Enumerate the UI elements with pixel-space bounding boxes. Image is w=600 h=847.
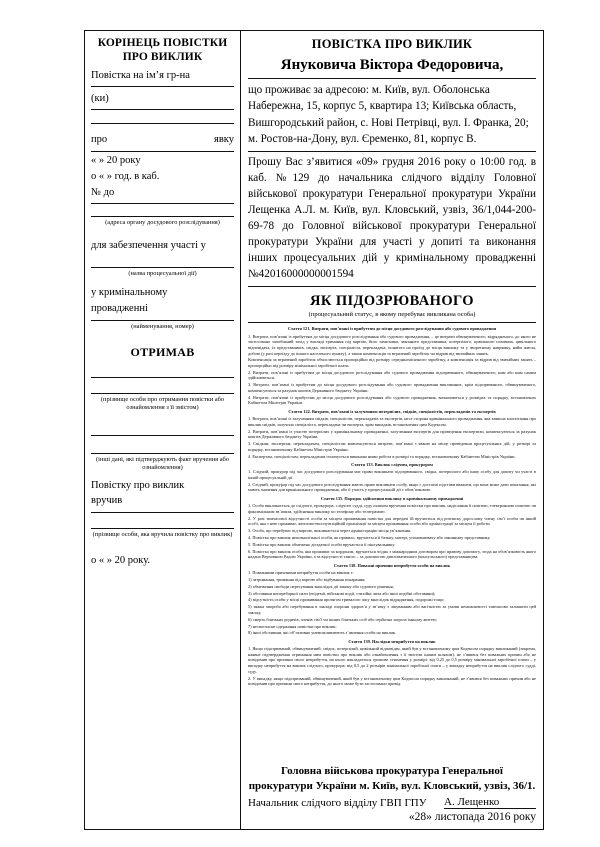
stub-title-line2: ПРО ВИКЛИК xyxy=(122,50,203,63)
notice-divider-4 xyxy=(248,322,536,323)
stub-u-row: у кримінальному xyxy=(91,287,168,299)
art122-p4: 4. Експертам, спеціалістам, перекладачам оплачується виконана ними робота в розмірі та порядку, встановленому Кабінетом Міністрів України. xyxy=(248,453,516,459)
notice-divider-1 xyxy=(248,78,536,79)
art135-p2: 2. У разі тимчасової відсутності особи за місцем проживання повістка для передачі їй вручається під розписку дорослому члену сім’ї особи чи іншій особі, яка з нею проживає, житлово-експлуатаційній організації за місцем проживання особи або адміністрації за місцем її роботи. xyxy=(248,515,536,527)
art138-i6: 6) смерть близьких родичів, членів сім’ї чи інших близьких осіб або серйозна загроза їхньому життю; xyxy=(248,616,437,622)
stub-name-label: Повістка на ім’я гр-на xyxy=(91,70,190,82)
summons-stub xyxy=(85,31,241,829)
stub-action-note: (назва процесуальної дії) xyxy=(128,270,197,278)
art133-p2: 2. Слідчий, прокурор під час досудового розслідування мають право викликати особу, якщо є достатні підстави вважати, що вона може дати показання, які мають значення для кримінального провадження, або її участь у процесуальній дії є обов’язковою. xyxy=(248,481,536,493)
stub-pro-rule xyxy=(91,150,234,152)
art133-heading: Стаття 133. Виклик слідчим, прокурором xyxy=(351,462,433,468)
art135-p5: 5. Повістка про виклик обмежено дієздатної особи вручається її піклувальнику. xyxy=(248,541,396,547)
art121-p3: 2. Витрати, пов’язані із прибуттям до місця досудового розслідування або судового провадження підозрюваного, обвинуваченого, ним або ним самим здійснюються. xyxy=(248,369,536,381)
art138-i7: 7) несвоєчасне одержання повістки про виклик; xyxy=(248,623,337,629)
stub-name-rule2 xyxy=(91,108,234,110)
footer-signer: А. Лещенко xyxy=(444,796,536,809)
notice-lives-label: що проживає за адресою: xyxy=(248,84,370,97)
stub-date-row: « » 20 року xyxy=(91,155,141,167)
stub-name-rule3 xyxy=(91,122,234,124)
notice-person-name: Януковича Віктора Федоровича, xyxy=(280,57,504,73)
stub-purpose-row: для забезпечення участі у xyxy=(91,240,206,252)
stub-serve-rule2 xyxy=(91,527,234,529)
art122-p3: 3. Свідкам, експертам, перекладачам, спеціалістам компенсуються витрати, пов’язані з явкою на місце проведення процесуальних дій, у розмірі та порядку, встановленому Кабінетом Міністрів України. xyxy=(248,441,536,452)
art121-p1: 1. Витрати, пов’язані із прибуттям до місця досудового розслідування або судового провадження, – це витрати обвинуваченого, відрядженого, до якого не застосовано запобіжний захід у вигляді тримання під вартою, його захисника, законного представника, потерпілого, цивільного позивача, цивільного відповідача, їх представників, свідка, експерта, спеціаліста, перекладача, понятого на проїзд до місця виклику та у зворотному напрямку, найм житла, добові (у разі переїзду до іншого населеного пункту), а також компенсація за втрачений заробіток чи відрив від звичайних занять. xyxy=(248,333,536,356)
stub-proceeding-row: провадженні xyxy=(91,302,148,314)
footer-position: Начальник слідчого відділу ГВП ГПУ xyxy=(248,797,427,809)
footer-org-line2: прокуратури України м. Київ, вул. Кловський, узвіз, 36/1. xyxy=(248,779,536,792)
notice-status-title: ЯК ПІДОЗРЮВАНОГО xyxy=(310,293,474,310)
art121-heading: Стаття 121. Витрати, пов’язані із прибуттям до місця досудового розслідування або судового провадження xyxy=(287,326,497,332)
stub-serve-rule1 xyxy=(91,511,234,513)
art138-i4: 4) відсутність особи у місці проживання протягом тривалого часу внаслідок відрядження, подорожі тощо; xyxy=(248,597,445,603)
art138-i2: 2) обмеження свободи пересування внаслідок дії закону або судового рішення; xyxy=(248,583,394,589)
art122-p1: 1. Витрати, пов’язані із залученням свідків, спеціалістів, перекладачів та експертів, несе сторона кримінального провадження, яка заявила клопотання про виклик свідків, залучила спеціаліста, перекладача чи експерта, крім випадків, встановлених цим Кодексом. xyxy=(248,416,536,427)
stub-purpose-rule xyxy=(91,266,234,268)
legal-text-block xyxy=(248,326,536,686)
art135-p6: 6. Повістка про виклик особи, яка проживає за кордоном, вручається згідно з міжнародним договором про правову допомогу, згода на обов’язковість якого надана Верховною Радою України, а за відсутності такого – за допомогою дипломатичного (консульського) представництва. xyxy=(248,548,536,560)
notice-title: ПОВІСТКА ПРО ВИКЛИК xyxy=(311,37,473,51)
art135-p3: 3. Особа, що перебуває під вартою, викликається через адміністрацію місця ув’язнення. xyxy=(248,528,412,534)
stub-organ-note: (адреса органу досудового розслідування) xyxy=(105,219,220,227)
stub-proceeding-rule xyxy=(91,319,234,321)
art122-p2: 2. Витрати, пов’язані із участю потерпілих у кримінальному провадженні, залученням експертів для проведення експертизи, компенсуються за рахунок коштів Державного бюджету України. xyxy=(248,428,536,440)
art138-i3: 3) обставини непереборної сили (епідемії, військові події, стихійні лиха або інші подібні обставини); xyxy=(248,590,436,596)
art139-heading: Стаття 139. Наслідки неприбуття на виклик xyxy=(348,638,436,644)
notice-body-text: Прошу Вас з’явитися «09» грудня 2016 року о 10:00 год. в каб. №129 до начальника слідчого відділу Головної військової прокуратури Генеральної прокуратури України Лещенка А.Л. м. Київ, вул. Кловський, узвіз, 36/1,044-200-69-78 до Головної військової прокуратури Генеральної прокуратури України для участі у допиті та виконання інших процесуальних дій у кримінальному провадженні №42016000000001594 xyxy=(248,156,536,280)
stub-num-rule2 xyxy=(91,215,234,217)
art121-p2: Компенсація за втрачений заробіток обчислюється пропорційно від розміру середньомісячного заробітку, а компенсація за відрив від звичайних занять – пропорційно від розміру мінімальної заробітної плати. xyxy=(248,357,536,368)
stub-facts-rule2 xyxy=(91,452,234,454)
art139-p2: 2. У випадку, якщо підозрюваний, обвинувачений, який був у встановленому цим Кодексом порядку викликаний, не з’явився без поважних причин або не повідомив про причини свого неприбуття, до нього може бути застосовано привід. xyxy=(248,675,536,687)
art138-i1: 1) затримання, тримання під вартою або відбування покарання; xyxy=(248,576,366,582)
art138-i5: 5) тяжка хвороба або перебування в закладі охорони здоров’я у зв’язку з лікуванням або вагітністю за умови неможливості тимчасово залишити цей заклад; xyxy=(248,604,536,615)
summons-document xyxy=(84,30,544,830)
stub-title-line1: КОРІНЕЦЬ ПОВІСТКИ xyxy=(97,37,228,49)
footer-org-line1: Головна військова прокуратура Генеральної xyxy=(281,765,503,778)
stub-num-row: № до xyxy=(91,186,115,198)
art138-heading: Стаття 138. Поважні причини неприбуття особи на виклик xyxy=(333,562,451,568)
stub-name-num-note: (найменування, номер) xyxy=(131,322,194,330)
art121-p4: 3. Витрати, пов’язані із прибуттям до місця досудового розслідування або судового провадження викликаних, крім підозрюваного, обвинуваченого, компенсуються за рахунок коштів Державного бюджету України. xyxy=(248,382,536,393)
stub-recv-rule2 xyxy=(91,392,234,394)
stub-pro-label: про xyxy=(91,134,108,146)
stub-received-label: ОТРИМАВ xyxy=(130,344,195,359)
summons-body xyxy=(241,31,543,829)
stub-recv-rule1 xyxy=(91,376,234,378)
stub-num-rule xyxy=(91,202,234,204)
art135-p1: 1. Особа викликається до слідчого, прокурора, слідчого судді, суду шляхом вручення повістки про виклик, надіслання її поштою, електронною поштою чи факсимільним зв’язком, здійснення виклику по телефону або телеграмою. xyxy=(248,503,536,514)
stub-serve-row1: Повістку про виклик xyxy=(91,479,185,491)
stub-facts-note: (інші дані, які підтверджують факт вручення або ознайомлення) xyxy=(96,455,229,471)
art139-p1: 1. Якщо підозрюваний, обвинувачений, свідок, потерпілий, цивільний відповідач, який був у встановленому цим Кодексом порядку викликаний (зокрема, наявне підтвердження отримання ним повістки про виклик або ознайомлення з її змістом іншим шляхом), не з’явився без поважних причин або не повідомив про причини свого неприбуття, на нього накладається грошове стягнення у розмірі: від 0,25 до 0,5 розміру мінімальної заробітної плати – у випадку неприбуття на виклик слідчого, прокурора; від 0,5 до 2 розмірів мінімальної заробітної плати – у випадку неприбуття на виклик слідчого судді, суду. xyxy=(248,646,536,674)
art122-heading: Стаття 122. Витрати, пов’язані із залученням потерпілих, свідків, спеціалістів, перекладачів та експертів xyxy=(288,409,496,415)
notice-address-block xyxy=(248,82,536,147)
art138-i8: 8) інші обставини, які об’єктивно унеможливлюють з’явлення особи на виклик. xyxy=(248,630,397,636)
stub-time-row: о « » год. в каб. xyxy=(91,170,160,182)
stub-yavku-label: явку xyxy=(214,134,234,146)
art135-p4: 4. Повістка про виклик неповнолітньої особи, як правило, вручається її батьку, матері, усиновлювачу або законному представнику. xyxy=(248,535,491,540)
stub-name-rule xyxy=(91,85,234,87)
notice-divider-2 xyxy=(248,151,536,152)
notice-address: м. Київ, вул. Оболонська Набережна, 15, корпус 5, квартира 13; Київська область, Вишгородський район, с. Нові Петрівці, вул. І. Франка, 20; м. Ростов-на-Дону, вул. Єременко, 81, корпус В. xyxy=(248,84,529,145)
stub-sign-date-row: о « » 20 року. xyxy=(91,555,151,567)
art135-heading: Стаття 135. Порядок здійснення виклику в кримінальному провадженні xyxy=(320,496,464,502)
art138-intro: 1. Поважними причинами неприбуття особи на виклик є: xyxy=(248,570,354,576)
art121-p5: 4. Витрати, пов’язані із прибуттям до місця досудового розслідування або судового провадження, визначаються у розмірах та порядку, встановлених Кабінетом Міністрів України. xyxy=(248,394,536,406)
stub-serve-row2: вручив xyxy=(91,495,123,507)
stub-name-label2: (ки) xyxy=(91,93,109,105)
stub-serve-note: (прізвище особи, яка вручила повістку про виклик) xyxy=(92,531,233,539)
notice-status-note: (процесуальний статус, в якому перебуває викликана особа) xyxy=(308,311,476,319)
footer-date: «28» листопада 2016 року xyxy=(408,811,536,823)
notice-divider-3 xyxy=(248,286,536,287)
stub-facts-rule1 xyxy=(91,434,234,436)
signature-block xyxy=(248,764,536,823)
art133-p1: 1. Слідчий, прокурор під час досудового розслідування має право викликати підозрюваного, свідка, потерпілого або іншу особу для допиту чи участі в іншій процесуальній дії. xyxy=(248,469,536,480)
stub-recv-note: (прізвище особи про отримання повістки або ознайомлення з її змістом) xyxy=(100,395,225,411)
